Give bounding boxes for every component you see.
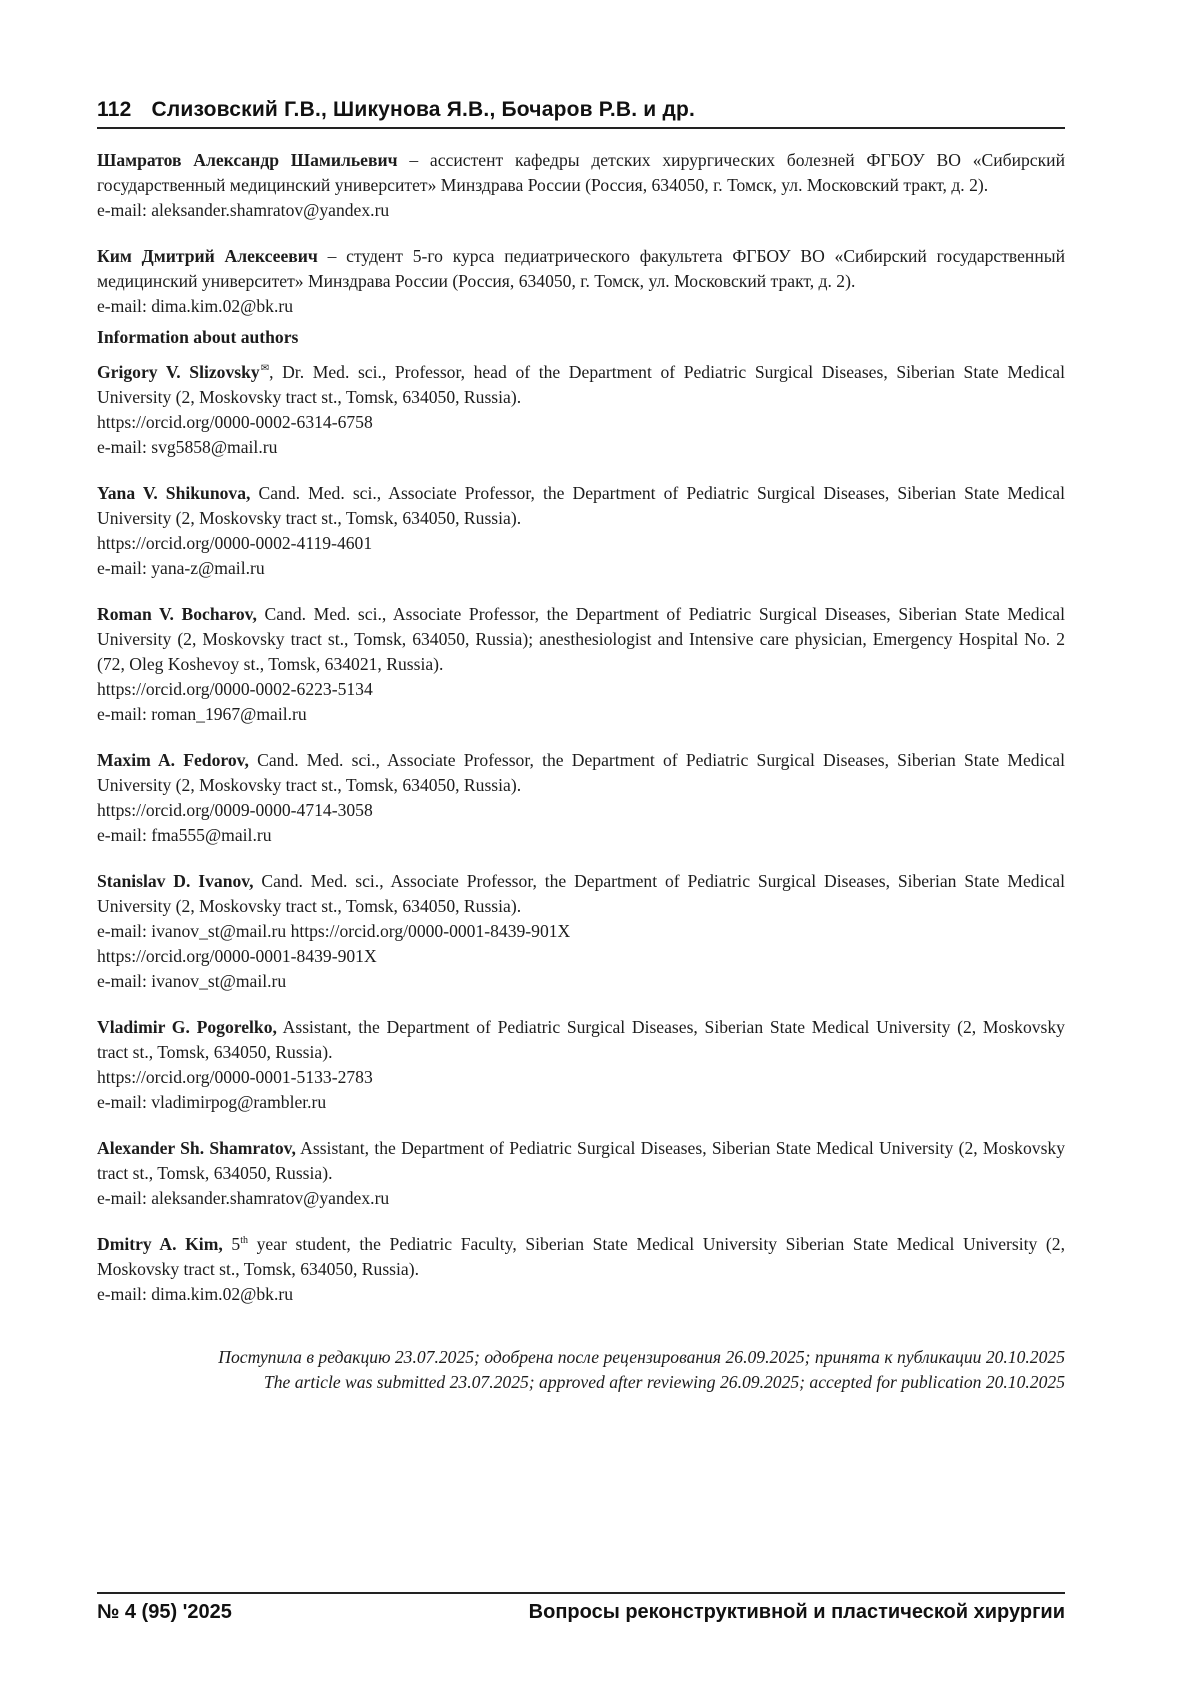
author-email[interactable]: e-mail: ivanov_st@mail.ru bbox=[97, 970, 287, 991]
author-email[interactable]: e-mail: dima.kim.02@bk.ru bbox=[97, 296, 294, 316]
author-orcid[interactable]: https://orcid.org/0000-0001-8439-901X bbox=[97, 945, 377, 966]
author-orcid[interactable]: https://orcid.org/0000-0001-5133-2783 bbox=[97, 1066, 373, 1087]
author-orcid[interactable]: https://orcid.org/0000-0002-6223-5134 bbox=[97, 678, 373, 699]
journal-title: Вопросы реконструктивной и пластической хирургии bbox=[528, 1601, 1065, 1623]
author-email[interactable]: e-mail: aleksander.shamratov@yandex.ru bbox=[97, 200, 390, 220]
author-affiliation: Cand. Med. sci., Associate Professor, the Department of Pediatric Surgical Diseases, Siberian State Medical University (2, Moskovsky tract st., Tomsk, 634050, Russia). bbox=[97, 870, 1065, 916]
author-name: Grigory V. Slizovsky bbox=[97, 361, 260, 382]
author-info-body bbox=[97, 148, 1065, 1328]
author-affiliation: Cand. Med. sci., Associate Professor, the Department of Pediatric Surgical Diseases, Siberian State Medical University (2, Moskovsky tract st., Tomsk, 634050, Russia); anesthesiologist and Intensive care physician, Emergency Hospital No. 2 (72, Oleg Koshevoy st., Tomsk, 634021, Russia). bbox=[97, 603, 1065, 674]
en-author-bocharov bbox=[97, 602, 1065, 727]
author-email[interactable]: e-mail: yana-z@mail.ru bbox=[97, 557, 265, 578]
author-orcid[interactable]: https://orcid.org/0000-0002-6314-6758 bbox=[97, 411, 373, 432]
author-email[interactable]: e-mail: roman_1967@mail.ru bbox=[97, 703, 307, 724]
author-email[interactable]: e-mail: vladimirpog@rambler.ru bbox=[97, 1091, 327, 1112]
author-name: Yana V. Shikunova, bbox=[97, 482, 251, 503]
en-author-shikunova bbox=[97, 481, 1065, 581]
en-author-pogorelko bbox=[97, 1015, 1065, 1115]
en-author-fedorov bbox=[97, 748, 1065, 848]
ru-author-shamratov bbox=[97, 148, 1065, 223]
en-author-kim bbox=[97, 1232, 1065, 1307]
author-affiliation: Assistant, the Department of Pediatric Surgical Diseases, Siberian State Medical University (2, Moskovsky tract st., Tomsk, 634050, Russia). bbox=[97, 1016, 1065, 1062]
running-header bbox=[97, 98, 1065, 122]
issue-number: № 4 (95) '2025 bbox=[97, 1601, 232, 1623]
author-affiliation: Cand. Med. sci., Associate Professor, the Department of Pediatric Surgical Diseases, Siberian State Medical University (2, Moskovsky tract st., Tomsk, 634050, Russia). bbox=[97, 482, 1065, 528]
en-author-ivanov bbox=[97, 869, 1065, 994]
year-ordinal: th bbox=[240, 1235, 248, 1246]
author-orcid[interactable]: https://orcid.org/0000-0002-4119-4601 bbox=[97, 532, 373, 553]
section-title: Information about authors bbox=[97, 327, 299, 347]
author-affiliation: , Dr. Med. sci., Professor, head of the Department of Pediatric Surgical Diseases, Siberian State Medical University (2, Moskovsky tract st., Tomsk, 634050, Russia). bbox=[97, 361, 1065, 407]
author-email[interactable]: e-mail: fma555@mail.ru bbox=[97, 824, 272, 845]
dates-ru: Поступила в редакцию 23.07.2025; одобрена после рецензирования 26.09.2025; принята к публикации 20.10.2025 bbox=[218, 1347, 1065, 1367]
en-author-shamratov bbox=[97, 1136, 1065, 1211]
author-email[interactable]: e-mail: aleksander.shamratov@yandex.ru bbox=[97, 1187, 390, 1208]
publication-dates bbox=[97, 1345, 1065, 1395]
author-orcid[interactable]: https://orcid.org/0009-0000-4714-3058 bbox=[97, 799, 373, 820]
author-affiliation: Assistant, the Department of Pediatric Surgical Diseases, Siberian State Medical University (2, Moskovsky tract st., Tomsk, 634050, Russia). bbox=[97, 1137, 1066, 1183]
author-email[interactable]: e-mail: svg5858@mail.ru bbox=[97, 436, 278, 457]
author-name: Stanislav D. Ivanov, bbox=[97, 870, 254, 891]
author-contact-line[interactable]: e-mail: ivanov_st@mail.ru https://orcid.org/0000-0001-8439-901X bbox=[97, 920, 571, 941]
author-name: Dmitry A. Kim, bbox=[97, 1233, 223, 1254]
author-name: Ким Дмитрий Алексеевич bbox=[97, 246, 318, 266]
author-email[interactable]: e-mail: dima.kim.02@bk.ru bbox=[97, 1283, 294, 1304]
dates-en: The article was submitted 23.07.2025; approved after reviewing 26.09.2025; accepted for publication 20.10.2025 bbox=[263, 1372, 1065, 1392]
author-name: Maxim A. Fedorov, bbox=[97, 749, 249, 770]
author-name: Шамратов Александр Шамильевич bbox=[97, 150, 398, 170]
footer-rule bbox=[97, 1592, 1065, 1594]
header-rule bbox=[97, 127, 1065, 129]
page-number: 112 bbox=[97, 98, 132, 121]
year-number: 5 bbox=[231, 1233, 241, 1254]
author-name: Alexander Sh. Shamratov, bbox=[97, 1137, 296, 1158]
author-affiliation: – студент 5-го курса педиатрического факультета ФГБОУ ВО «Сибирский государственный медицинский университет» Минздрава России (Россия, 634050, г. Томск, ул. Московский тракт, д. 2). bbox=[97, 246, 1065, 291]
author-name: Roman V. Bocharov, bbox=[97, 603, 257, 624]
page-footer bbox=[97, 1601, 1065, 1624]
author-name: Vladimir G. Pogorelko, bbox=[97, 1016, 277, 1037]
author-affiliation: – ассистент кафедры детских хирургических болезней ФГБОУ ВО «Сибирский государственный медицинский университет» Минздрава России (Россия, 634050, г. Томск, ул. Московский тракт, д. 2). bbox=[97, 150, 1065, 195]
author-affiliation: year student, the Pediatric Faculty, Siberian State Medical University Siberian State Medical University (2, Moskovsky tract st., Tomsk, 634050, Russia). bbox=[97, 1233, 1065, 1279]
author-affiliation: Cand. Med. sci., Associate Professor, the Department of Pediatric Surgical Diseases, Siberian State Medical University (2, Moskovsky tract st., Tomsk, 634050, Russia). bbox=[97, 749, 1065, 795]
ru-author-kim bbox=[97, 244, 1065, 319]
en-author-slizovsky bbox=[97, 356, 1065, 460]
running-authors: Слизовский Г.В., Шикунова Я.В., Бочаров Р.В. и др. bbox=[151, 98, 696, 121]
mail-icon: ✉ bbox=[260, 363, 270, 374]
